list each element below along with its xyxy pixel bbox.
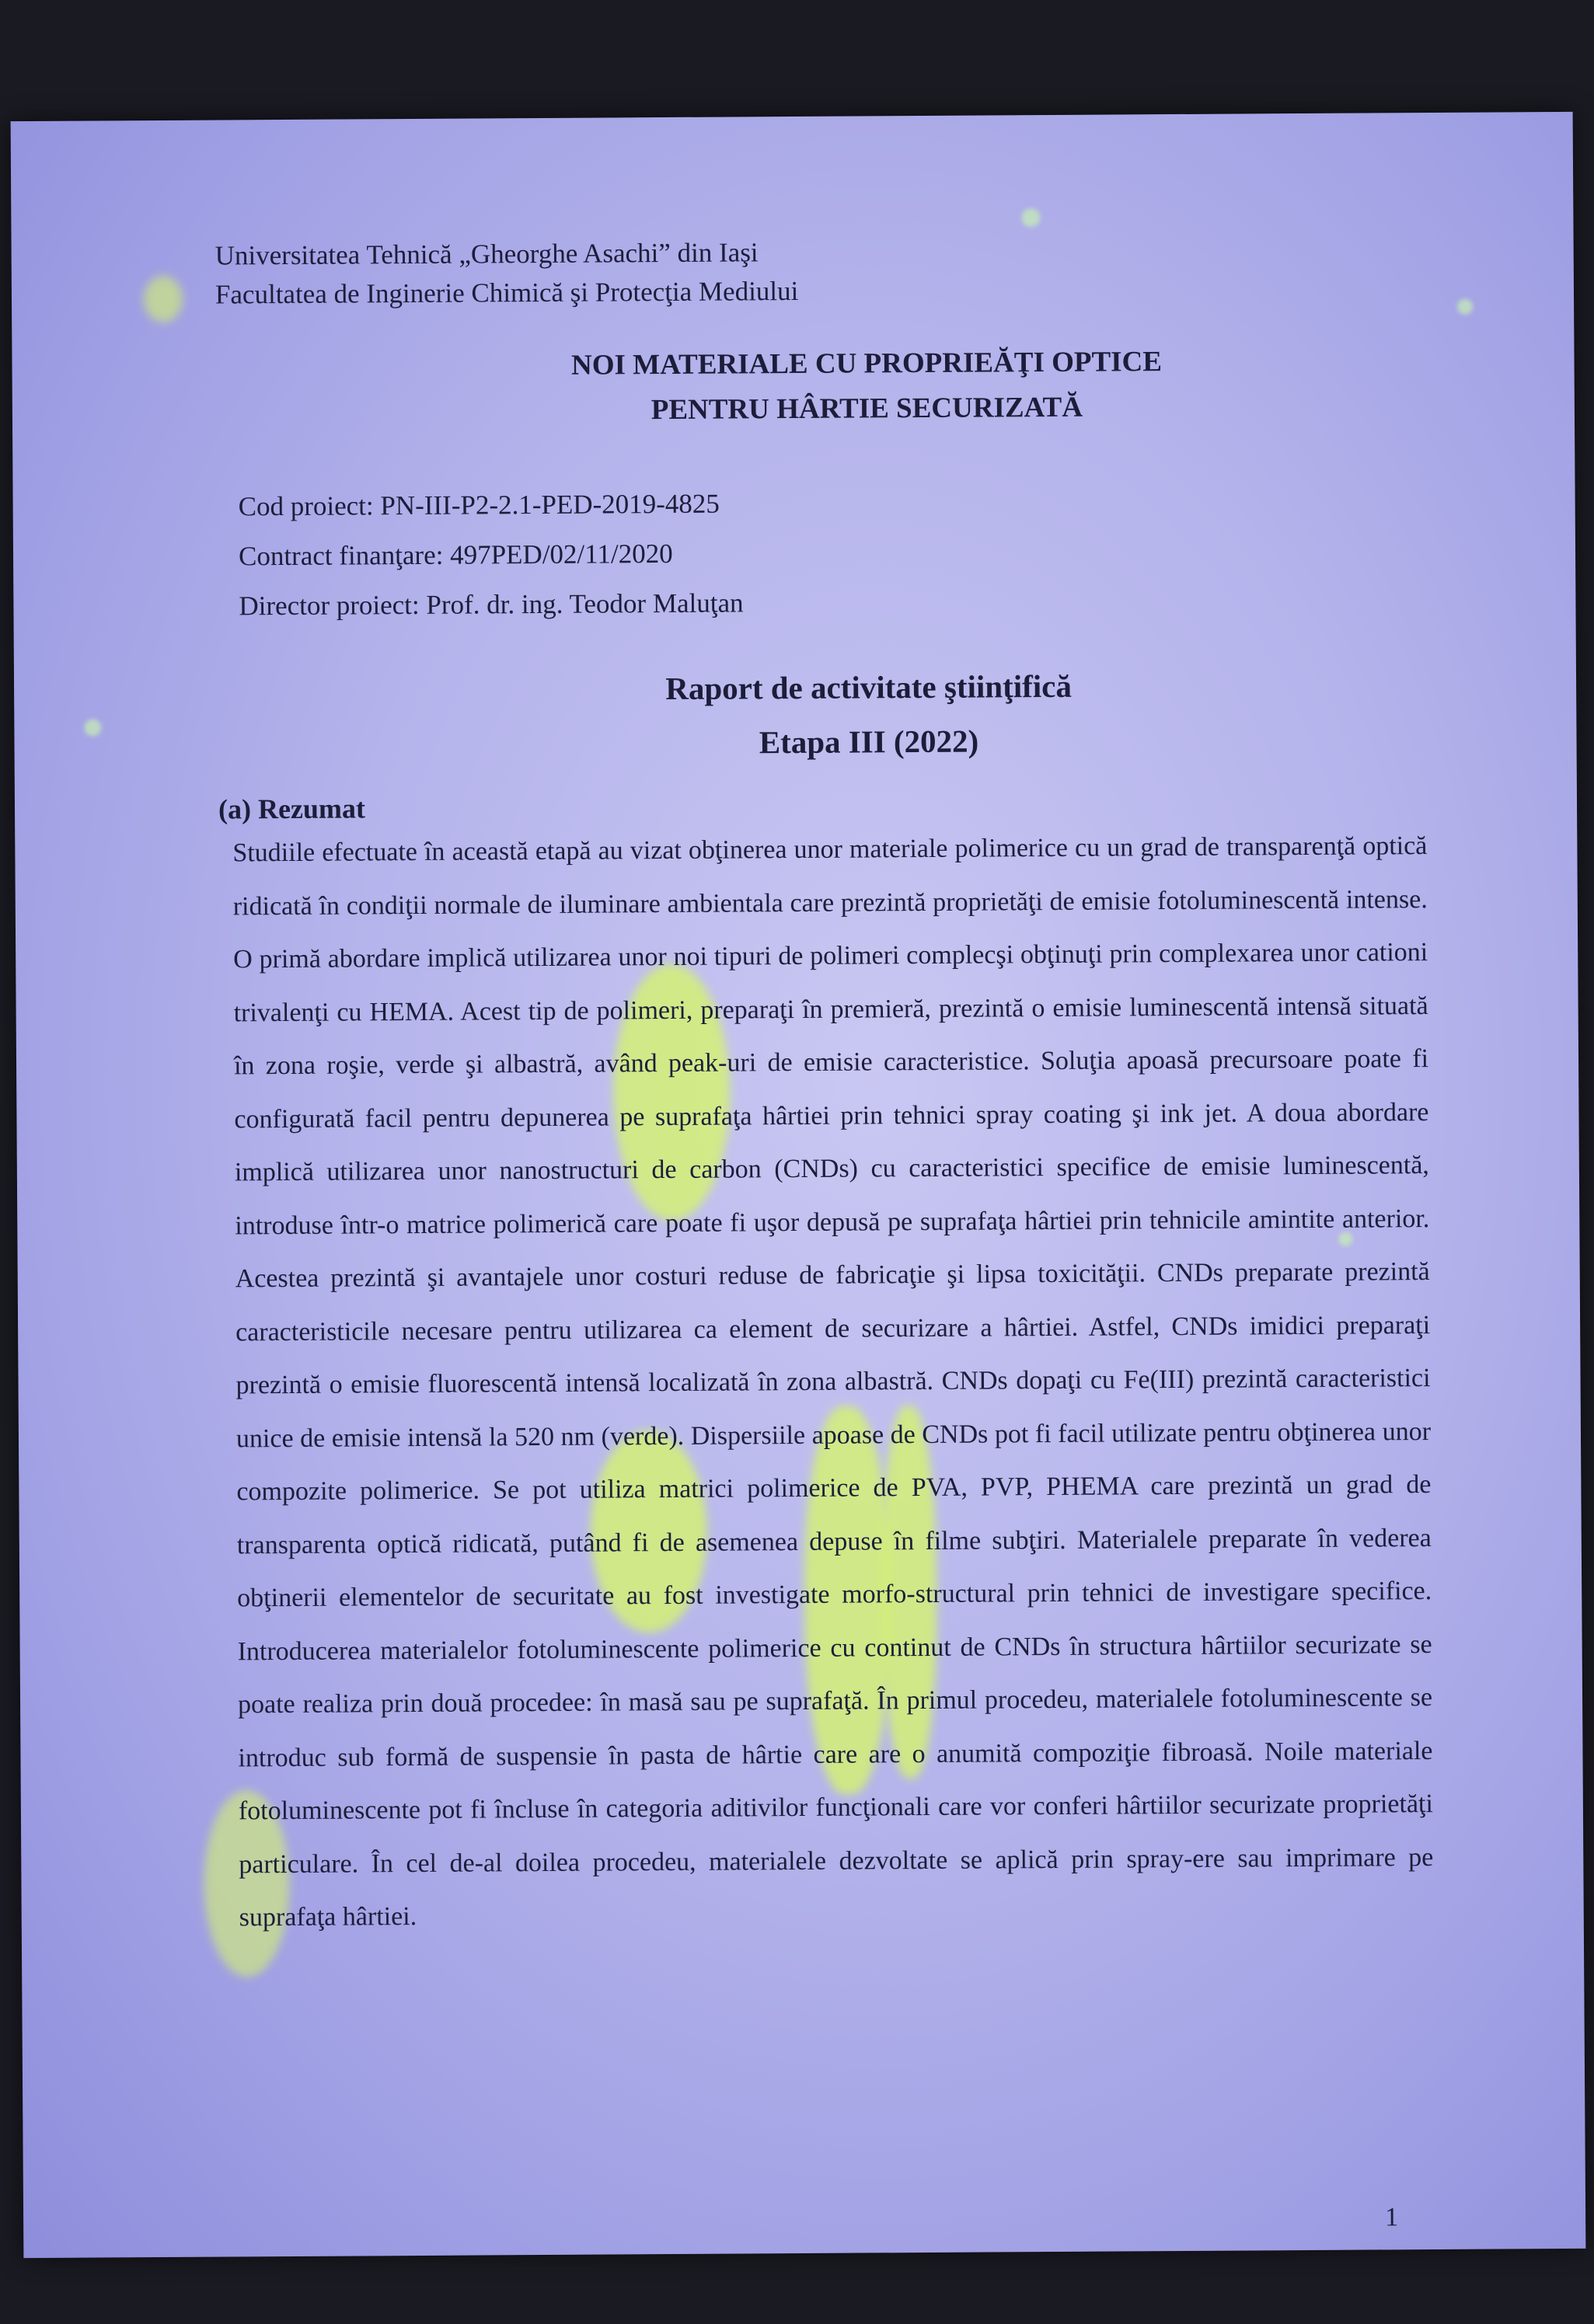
- report-title-line2: Etapa III (2022): [759, 723, 979, 761]
- abstract-paragraph: Studiile efectuate în această etapă au vizat obţinerea unor materiale polimerice cu un grad de transparenţă optică ridicată în condiţii normale de iluminare ambientala care prezintă proprietăţi de emisie fotoluminescentă intense. O primă abordare implică utilizarea unor noi tipuri de polimeri complecşi obţinuţi prin complexarea unor cationi trivalenţi cu HEMA. Acest tip de polimeri, preparaţi în premieră, prezintă o emisie luminescentă intensă situată în zona roşie, verde şi albastră, având peak-uri de emisie caracteristice. Soluţia apoasă precursoare poate fi configurată facil pentru depunerea pe suprafaţa hârtiei prin tehnici spray coating şi ink jet. A doua abordare implică utilizarea unor nanostructuri de carbon (CNDs) cu caracteristici specifice de emisie luminescentă, introduse într-o matrice polimerică care poate fi uşor depusă pe suprafaţa hârtiei prin tehnicile amintite anterior. Acestea prezintă şi avantajele unor costuri reduse de fabricaţie şi lipsa toxicităţii. CNDs preparate prezintă caracteristicile necesare pentru utilizarea ca element de securizare a hârtiei. Astfel, CNDs imidici preparaţi prezintă o emisie fluorescentă intensă localizată în zona albastră. CNDs dopaţi cu Fe(III) prezintă caracteristici unice de emisie intensă la 520 nm (verde). Dispersiile apoase de CNDs pot fi facil utilizate pentru obţinerea unor compozite polimerice. Se pot utiliza matrici polimerice de PVA, PVP, PHEMA care prezintă un grad de transparenta optică ridicată, putând fi de asemenea depuse în filme subţiri. Materialele preparate în vederea obţinerii elementelor de securitate au fost investigate morfo-structural prin tehnici de investigare specifice. Introducerea materialelor fotoluminescente polimerice cu continut de CNDs în structura hârtiilor securizate se poate realiza prin două procedee: în masă sau pe suprafaţă. În primul procedeu, materialele fotoluminescente se introduc sub formă de suspensie în pasta de hârtie care are o anumită compoziţie fibroasă. Noile materiale fotoluminescente pot fi încluse în categoria aditivilor funcţionali care vor conferi hârtiilor securizate proprietăţi particulare. În cel de-al doilea procedeu, materialele dezvoltate se aplică prin spray-ere sau imprimare pe suprafaţa hârtiei.: [232, 831, 1434, 1932]
- fluorescent-fleck: [1021, 208, 1040, 227]
- section-heading: (a) Rezumat: [218, 793, 366, 825]
- funding-contract: Contract finanţare: 497PED/02/11/2020: [238, 538, 673, 572]
- report-title-line1: Raport de activitate ştiinţifică: [665, 667, 1073, 707]
- project-director: Director proiect: Prof. dr. ing. Teodor Maluţan: [239, 587, 744, 622]
- paper-sheet: [11, 112, 1586, 2258]
- fluorescent-stain: [144, 276, 183, 322]
- page-number: 1: [1385, 2203, 1399, 2232]
- document-content: [215, 229, 1434, 1945]
- university-name: Universitatea Tehnică „Gheorghe Asachi” din Iaşi: [215, 237, 759, 271]
- fluorescent-fleck: [84, 719, 101, 736]
- fluorescent-fleck: [1457, 299, 1473, 315]
- project-title-line2: PENTRU HÂRTIE SECURIZATĂ: [651, 391, 1083, 427]
- project-code: Cod proiect: PN-III-P2-2.1-PED-2019-4825: [238, 488, 720, 522]
- report-title: [218, 657, 1427, 772]
- project-info: [216, 475, 1425, 631]
- project-title-line1: NOI MATERIALE CU PROPRIEĂŢI OPTICE: [570, 346, 1163, 382]
- project-title: [215, 338, 1425, 435]
- faculty-name: Facultatea de Inginerie Chimică şi Protecţia Mediului: [215, 275, 799, 310]
